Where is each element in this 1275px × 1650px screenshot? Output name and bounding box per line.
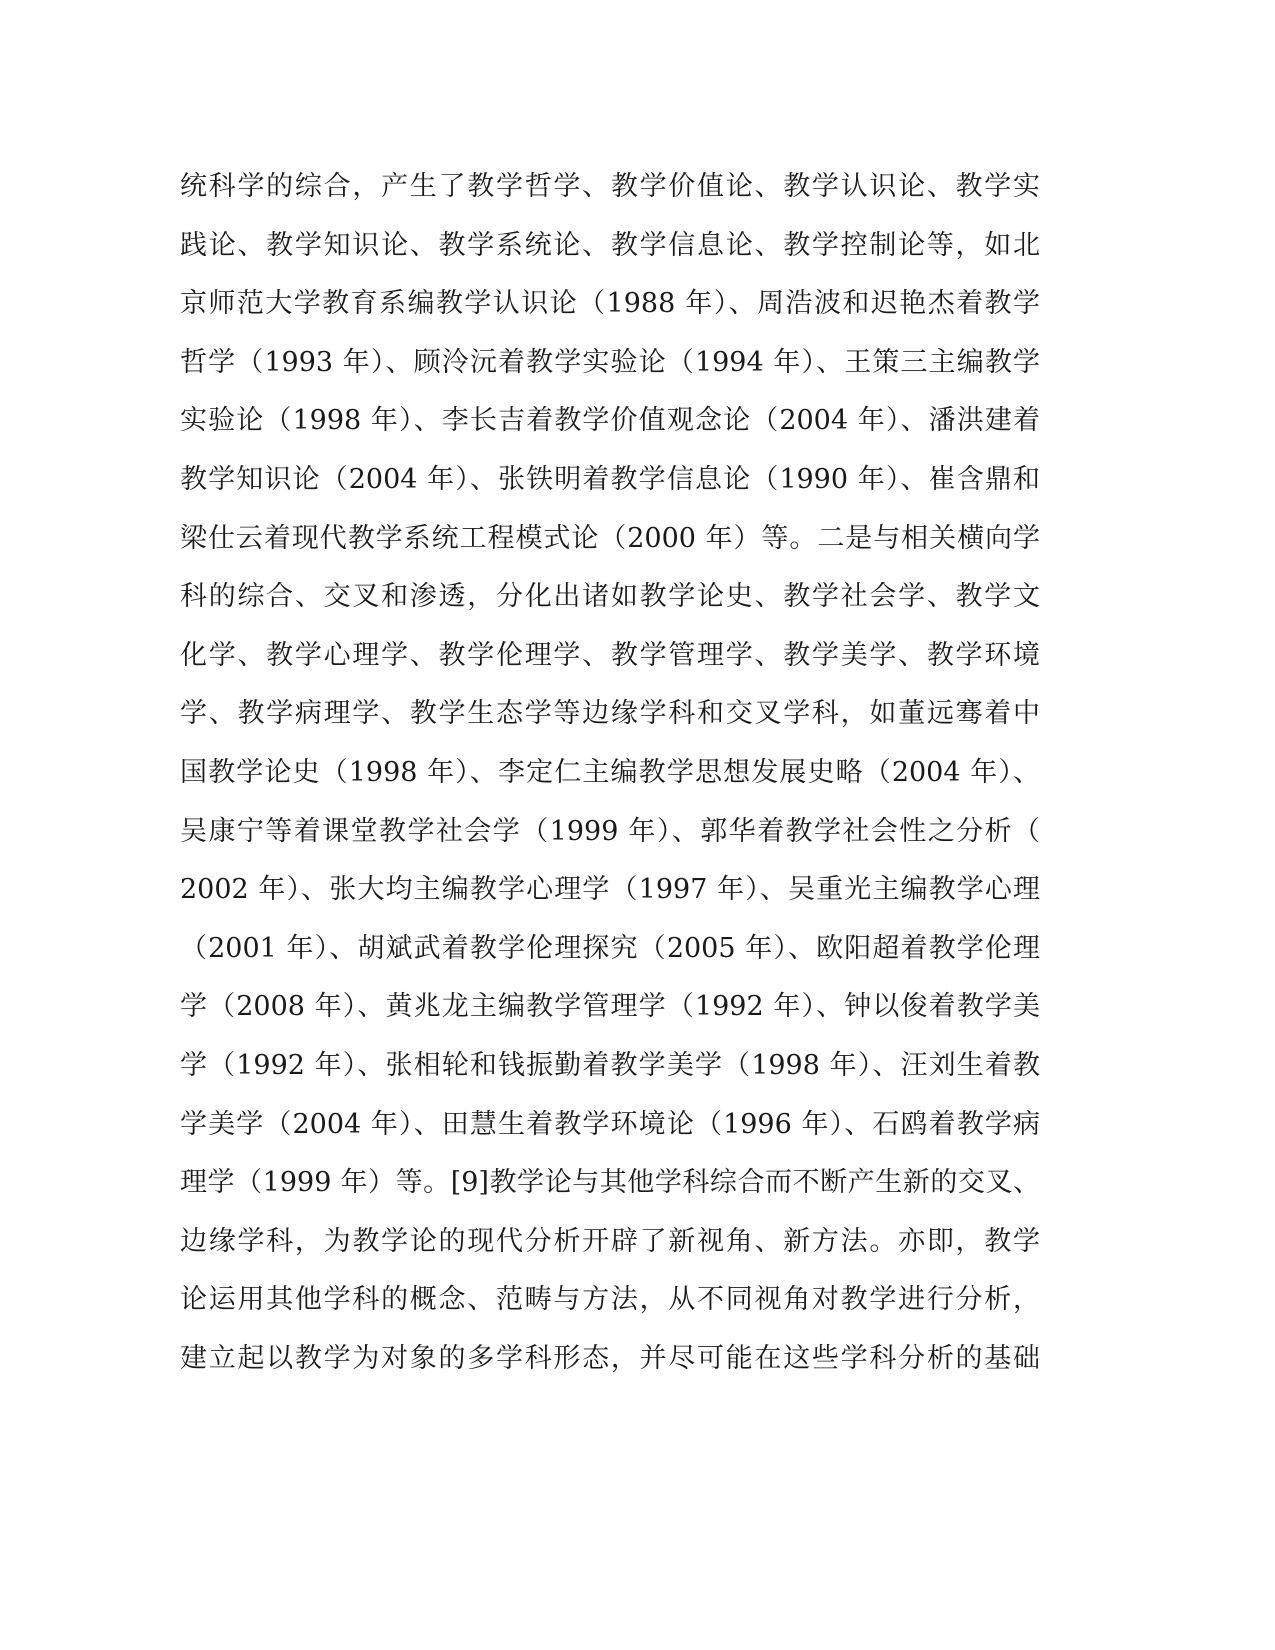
text-line: 教学知识论（2004 年）、张铁明着教学信息论（1990 年）、崔含鼎和 [180,463,1040,495]
text-line: 建立起以教学为对象的多学科形态，并尽可能在这些学科分析的基础 [180,1342,1040,1374]
text-line: （2001 年）、胡斌武着教学伦理探究（2005 年）、欧阳超着教学伦理 [180,932,1040,964]
text-line: 吴康宁等着课堂教学社会学（1999 年）、郭华着教学社会性之分析（ [180,815,1040,847]
text-line: 学、教学病理学、教学生态学等边缘学科和交叉学科，如董远骞着中 [180,698,1040,730]
text-line: 学美学（2004 年）、田慧生着教学环境论（1996 年）、石鸥着教学病 [180,1108,1040,1140]
text-line: 边缘学科，为教学论的现代分析开辟了新视角、新方法。亦即，教学 [180,1225,1040,1257]
text-line: 梁仕云着现代教学系统工程模式论（2000 年）等。二是与相关横向学 [180,522,1040,554]
text-line: 哲学（1993 年）、顾泠沅着教学实验论（1994 年）、王策三主编教学 [180,346,1040,378]
text-line: 统科学的综合，产生了教学哲学、教学价值论、教学认识论、教学实 [180,171,1040,202]
text-line: 京师范大学教育系编教学认识论（1988 年）、周浩波和迟艳杰着教学 [180,288,1040,320]
text-line: 学（2008 年）、黄兆龙主编教学管理学（1992 年）、钟以俊着教学美 [180,991,1040,1023]
text-line: 化学、教学心理学、教学伦理学、教学管理学、教学美学、教学环境 [180,639,1040,671]
body-paragraph [180,158,1040,1388]
text-line: 践论、教学知识论、教学系统论、教学信息论、教学控制论等，如北 [180,229,1040,261]
text-line: 2002 年）、张大均主编教学心理学（1997 年）、吴重光主编教学心理 [180,874,1040,906]
text-line: 科的综合、交叉和渗透，分化出诸如教学论史、教学社会学、教学文 [180,581,1040,613]
text-line: 实验论（1998 年）、李长吉着教学价值观念论（2004 年）、潘洪建着 [180,405,1040,437]
text-line: 理学（1999 年）等。[9]教学论与其他学科综合而不断产生新的交叉、 [180,1167,1040,1199]
text-line: 论运用其他学科的概念、范畴与方法，从不同视角对教学进行分析， [180,1284,1040,1316]
text-line: 学（1992 年）、张相轮和钱振勤着教学美学（1998 年）、汪刘生着教 [180,1049,1040,1081]
text-line: 国教学论史（1998 年）、李定仁主编教学思想发展史略（2004 年）、 [180,756,1040,788]
